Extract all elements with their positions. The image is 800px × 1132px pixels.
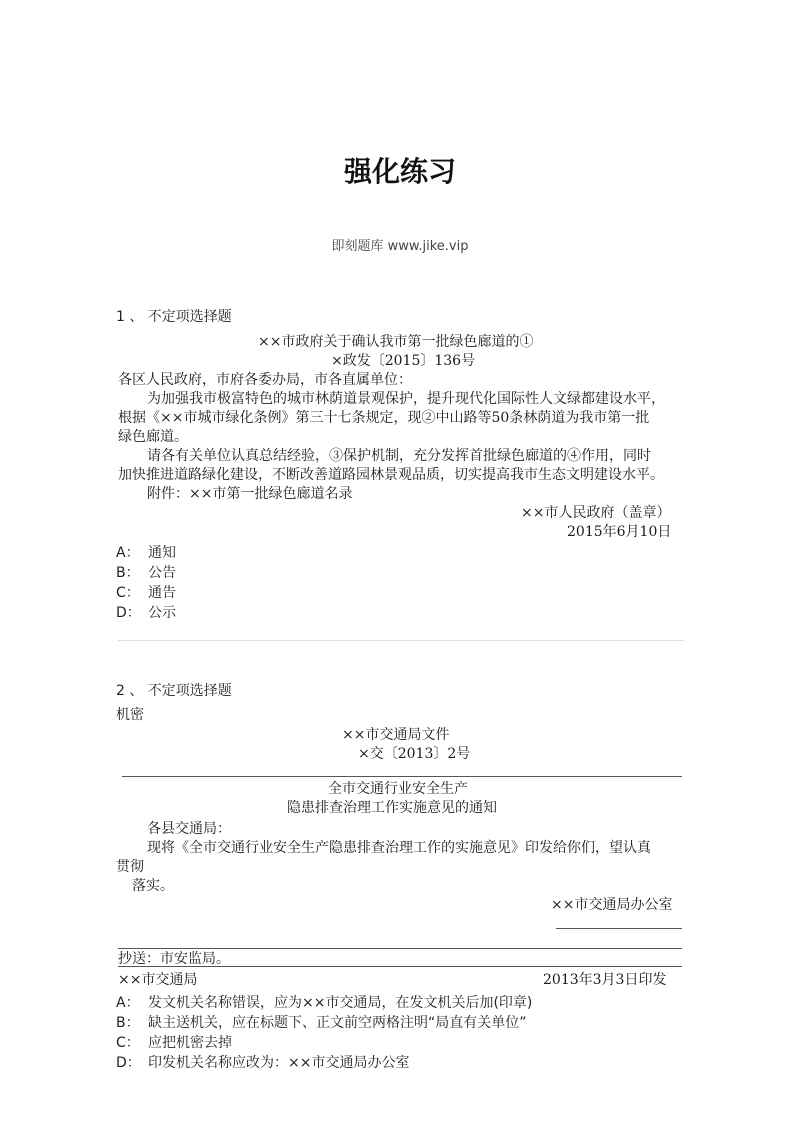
option-b[interactable] <box>116 562 176 582</box>
doc-body-line: 落实。 <box>132 878 174 894</box>
question-1-header: 1 、 不定项选择题 <box>116 309 232 325</box>
doc-attachment: 附件：××市第一批绿色廊道名录 <box>147 486 353 502</box>
option-text: 通告 <box>148 585 176 601</box>
doc-issue-date: 2013年3月3日印发 <box>543 972 667 988</box>
option-c[interactable] <box>116 582 176 602</box>
doc-body-line: 加快推进道路绿化建设，不断改善道路园林景观品质，切实提高我市生态文明建设水平。 <box>118 467 664 483</box>
doc-body-line: 请各有关单位认真总结经验，③保护机制，充分发挥首批绿色廊道的④作用，同时 <box>147 448 651 464</box>
doc-body-line: 绿色廊道。 <box>118 429 188 445</box>
doc-signature-line <box>556 928 682 929</box>
doc-body-line: 贯彻 <box>116 859 144 875</box>
option-text: 公示 <box>148 605 176 621</box>
option-label: B： <box>116 565 140 581</box>
option-text: 发文机关名称错误，应为××市交通局，在发文机关后加(印章) <box>148 995 533 1011</box>
option-label: B： <box>116 1015 140 1031</box>
doc-signature: ××市交通局办公室 <box>551 897 673 913</box>
doc-body-line: 根据《××市城市绿化条例》第三十七条规定，现②中山路等50条林荫道为我市第一批 <box>118 410 650 426</box>
doc-signature: ××市人民政府（盖章） <box>521 505 671 521</box>
option-a[interactable] <box>116 992 532 1012</box>
option-text: 应把机密去掉 <box>148 1035 232 1051</box>
doc-body-line: 现将《全市交通行业安全生产隐患排查治理工作的实施意见》印发给你们，望认真 <box>147 840 651 856</box>
option-text: 通知 <box>148 545 176 561</box>
doc-heading: 隐患排查治理工作实施意见的通知 <box>287 800 497 816</box>
option-text: 印发机关名称应改为：××市交通局办公室 <box>148 1055 410 1071</box>
option-a[interactable] <box>116 542 176 562</box>
question-divider <box>118 640 684 641</box>
option-label: A： <box>116 995 140 1011</box>
option-d[interactable] <box>116 1052 409 1072</box>
option-label: D： <box>116 605 141 621</box>
option-label: D： <box>116 1055 141 1071</box>
doc-date: 2015年6月10日 <box>567 524 672 540</box>
doc-red-line <box>122 776 682 777</box>
option-label: A： <box>116 545 140 561</box>
doc-secret-mark: 机密 <box>116 707 144 723</box>
page-subtitle: 即刻题库 www.jike.vip <box>331 239 469 254</box>
question-2-header: 2 、 不定项选择题 <box>116 683 232 699</box>
option-text: 缺主送机关，应在标题下、正文前空两格注明“局直有关单位” <box>148 1015 527 1031</box>
doc-cc: 抄送：市安监局。 <box>118 951 230 967</box>
option-d[interactable] <box>116 602 176 622</box>
doc-number: ×政发〔2015〕136号 <box>331 353 476 369</box>
doc-number: ×交〔2013〕2号 <box>358 746 471 762</box>
option-label: C： <box>116 1035 140 1051</box>
doc-footer-line <box>118 966 682 967</box>
option-text: 公告 <box>148 565 176 581</box>
doc-heading: 全市交通行业安全生产 <box>328 781 468 797</box>
doc-body-line: 为加强我市极富特色的城市林荫道景观保护，提升现代化国际性人文绿都建设水平， <box>147 391 665 407</box>
option-c[interactable] <box>116 1032 232 1052</box>
doc-heading: ××市政府关于确认我市第一批绿色廊道的① <box>258 334 534 350</box>
option-label: C： <box>116 585 140 601</box>
doc-org-title: ××市交通局文件 <box>342 727 450 743</box>
page-title: 强化练习 <box>343 155 456 188</box>
doc-issuer: ××市交通局 <box>118 972 198 988</box>
doc-recipients: 各县交通局： <box>147 821 231 837</box>
doc-recipients: 各区人民政府，市府各委办局，市各直属单位： <box>118 372 412 388</box>
option-b[interactable] <box>116 1012 527 1032</box>
